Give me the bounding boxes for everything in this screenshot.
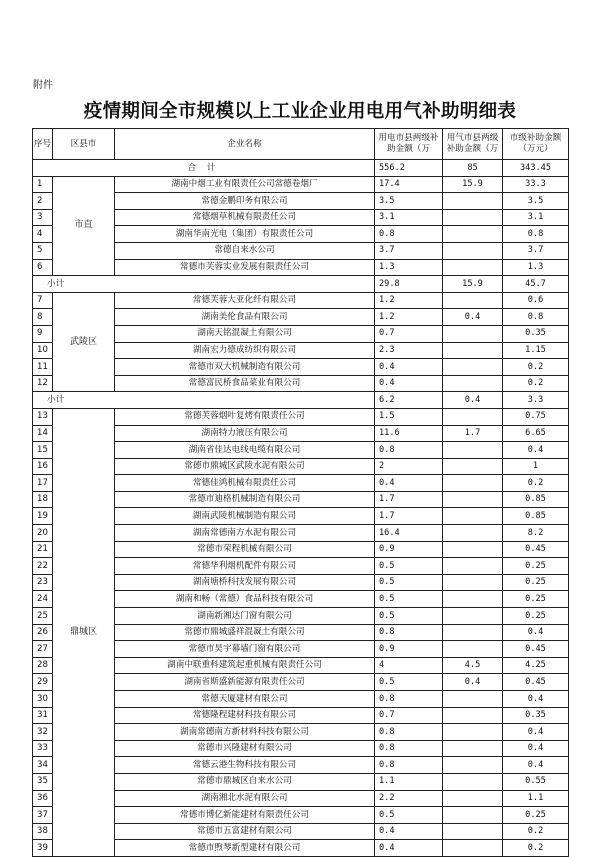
gas-amount	[443, 325, 503, 342]
gas-amount	[443, 292, 503, 309]
subtotal-row	[33, 276, 569, 293]
total-elec: 556.2	[375, 160, 443, 177]
city-amount: 0.2	[503, 375, 569, 392]
company-name: 湖南天铭混凝土有限公司	[115, 325, 375, 342]
gas-amount	[443, 740, 503, 757]
company-name: 常德芙蓉大亚化纤有限公司	[115, 292, 375, 309]
row-number: 35	[33, 773, 53, 790]
company-name: 常德富民桥食品菜业有限公司	[115, 375, 375, 392]
city-amount: 0.2	[503, 359, 569, 376]
gas-amount	[443, 757, 503, 774]
elec-amount: 0.4	[375, 375, 443, 392]
city-amount: 3.1	[503, 209, 569, 226]
elec-amount: 11.6	[375, 425, 443, 442]
elec-amount: 1.2	[375, 309, 443, 326]
elec-amount: 0.8	[375, 740, 443, 757]
row-number: 4	[33, 226, 53, 243]
row-number: 17	[33, 475, 53, 492]
row-number: 29	[33, 674, 53, 691]
total-label: 合 计	[33, 160, 375, 177]
elec-amount: 0.7	[375, 325, 443, 342]
row-number: 20	[33, 525, 53, 542]
city-amount: 33.3	[503, 176, 569, 193]
table-row	[33, 408, 569, 425]
row-number: 21	[33, 541, 53, 558]
city-amount: 0.45	[503, 674, 569, 691]
elec-amount: 0.8	[375, 691, 443, 708]
district-cell: 鼎城区	[53, 408, 115, 856]
header-no: 序号	[33, 129, 53, 160]
elec-amount: 0.9	[375, 541, 443, 558]
company-name: 常德市博亿新能建材有限责任公司	[115, 807, 375, 824]
gas-amount	[443, 242, 503, 259]
elec-amount: 0.4	[375, 840, 443, 857]
gas-amount: 0.4	[443, 309, 503, 326]
row-number: 23	[33, 574, 53, 591]
gas-amount	[443, 574, 503, 591]
company-name: 常德市煦琴新型建材有限公司	[115, 840, 375, 857]
elec-amount: 1.3	[375, 259, 443, 276]
elec-amount: 0.9	[375, 641, 443, 658]
city-amount: 0.2	[503, 475, 569, 492]
company-name: 湖南和畅（常德）食品科技有限公司	[115, 591, 375, 608]
company-name: 湖南省斯盛新能源有限责任公司	[115, 674, 375, 691]
gas-amount	[443, 408, 503, 425]
row-number: 32	[33, 724, 53, 741]
company-name: 湖南常德南方新材料科技有限公司	[115, 724, 375, 741]
company-name: 常德市昊宇幕墙门窗有限公司	[115, 641, 375, 658]
elec-amount: 0.5	[375, 608, 443, 625]
city-amount: 0.6	[503, 292, 569, 309]
gas-amount	[443, 375, 503, 392]
company-name: 常德市双大机械制造有限公司	[115, 359, 375, 376]
elec-amount: 1.1	[375, 773, 443, 790]
city-amount: 8.2	[503, 525, 569, 542]
row-number: 31	[33, 707, 53, 724]
row-number: 16	[33, 458, 53, 475]
row-number: 19	[33, 508, 53, 525]
city-amount: 0.4	[503, 691, 569, 708]
row-number: 33	[33, 740, 53, 757]
city-amount: 0.4	[503, 740, 569, 757]
company-name: 常德佳鸿机械有限责任公司	[115, 475, 375, 492]
company-name: 湖南华南光电（集团）有限责任公司	[115, 226, 375, 243]
row-number: 13	[33, 408, 53, 425]
gas-amount	[443, 475, 503, 492]
elec-amount: 0.8	[375, 226, 443, 243]
company-name: 常德市芙蓉实业发展有限责任公司	[115, 259, 375, 276]
elec-amount: 1.7	[375, 491, 443, 508]
table-row	[33, 176, 569, 193]
city-amount: 4.25	[503, 657, 569, 674]
company-name: 常德市荣程机械有限公司	[115, 541, 375, 558]
city-amount: 0.2	[503, 840, 569, 857]
elec-amount: 0.8	[375, 757, 443, 774]
subtotal-city: 3.3	[503, 392, 569, 409]
elec-amount: 0.4	[375, 475, 443, 492]
city-amount: 3.5	[503, 193, 569, 210]
row-number: 26	[33, 624, 53, 641]
header-district: 区县市	[53, 129, 115, 160]
total-row	[33, 160, 569, 177]
subtotal-city: 45.7	[503, 276, 569, 293]
gas-amount	[443, 591, 503, 608]
company-name: 常德云港生物科技有限公司	[115, 757, 375, 774]
city-amount: 0.45	[503, 541, 569, 558]
subtotal-elec: 29.8	[375, 276, 443, 293]
company-name: 常德烟草机械有限责任公司	[115, 209, 375, 226]
elec-amount: 3.1	[375, 209, 443, 226]
elec-amount: 2.2	[375, 790, 443, 807]
gas-amount: 4.5	[443, 657, 503, 674]
subtotal-gas: 15.9	[443, 276, 503, 293]
company-name: 湖南宏力德成纺织有限公司	[115, 342, 375, 359]
city-amount: 3.7	[503, 242, 569, 259]
gas-amount	[443, 691, 503, 708]
header-gas: 用气市县两级补助金额（万	[443, 129, 503, 160]
gas-amount	[443, 823, 503, 840]
row-number: 37	[33, 807, 53, 824]
row-number: 8	[33, 309, 53, 326]
company-name: 常德市兴隆建材有限公司	[115, 740, 375, 757]
gas-amount	[443, 790, 503, 807]
company-name: 湖南新湘达门窗有限公司	[115, 608, 375, 625]
elec-amount: 0.5	[375, 558, 443, 575]
city-amount: 0.25	[503, 574, 569, 591]
district-cell: 市直	[53, 176, 115, 276]
gas-amount	[443, 707, 503, 724]
gas-amount	[443, 508, 503, 525]
elec-amount: 0.5	[375, 807, 443, 824]
city-amount: 0.55	[503, 773, 569, 790]
city-amount: 0.35	[503, 325, 569, 342]
row-number: 24	[33, 591, 53, 608]
row-number: 36	[33, 790, 53, 807]
city-amount: 0.85	[503, 491, 569, 508]
gas-amount	[443, 608, 503, 625]
gas-amount	[443, 259, 503, 276]
row-number: 18	[33, 491, 53, 508]
header-elec: 用电市县两级补助金额（万	[375, 129, 443, 160]
elec-amount: 0.4	[375, 823, 443, 840]
subtotal-elec: 6.2	[375, 392, 443, 409]
city-amount: 0.8	[503, 309, 569, 326]
gas-amount	[443, 807, 503, 824]
gas-amount	[443, 724, 503, 741]
city-amount: 0.25	[503, 558, 569, 575]
elec-amount: 4	[375, 657, 443, 674]
gas-amount	[443, 209, 503, 226]
company-name: 湖南湘北水泥有限公司	[115, 790, 375, 807]
company-name: 常德隆程建材科技有限公司	[115, 707, 375, 724]
elec-amount: 0.8	[375, 724, 443, 741]
row-number: 27	[33, 641, 53, 658]
page-title: 疫情期间全市规模以上工业企业用电用气补助明细表	[83, 101, 517, 122]
gas-amount	[443, 359, 503, 376]
elec-amount: 0.8	[375, 442, 443, 459]
city-amount: 0.25	[503, 591, 569, 608]
city-amount: 0.45	[503, 641, 569, 658]
company-name: 常德市鼎城区自来水公司	[115, 773, 375, 790]
elec-amount: 1.7	[375, 508, 443, 525]
company-name: 湖南中联重科建筑起重机械有限责任公司	[115, 657, 375, 674]
elec-amount: 0.7	[375, 707, 443, 724]
row-number: 14	[33, 425, 53, 442]
company-name: 常德自来水公司	[115, 242, 375, 259]
district-cell: 武陵区	[53, 292, 115, 392]
row-number: 11	[33, 359, 53, 376]
total-gas: 85	[443, 160, 503, 177]
company-name: 湖南塘桥科技发展有限公司	[115, 574, 375, 591]
city-amount: 6.65	[503, 425, 569, 442]
elec-amount: 3.5	[375, 193, 443, 210]
row-number: 22	[33, 558, 53, 575]
gas-amount: 1.7	[443, 425, 503, 442]
city-amount: 0.85	[503, 508, 569, 525]
total-city: 343.45	[503, 160, 569, 177]
row-number: 39	[33, 840, 53, 857]
company-name: 湖南武陵机械制造有限公司	[115, 508, 375, 525]
gas-amount	[443, 558, 503, 575]
city-amount: 1	[503, 458, 569, 475]
row-number: 1	[33, 176, 53, 193]
city-amount: 0.4	[503, 757, 569, 774]
subsidy-table	[32, 128, 569, 857]
elec-amount: 3.7	[375, 242, 443, 259]
row-number: 15	[33, 442, 53, 459]
city-amount: 0.4	[503, 724, 569, 741]
row-number: 6	[33, 259, 53, 276]
elec-amount: 17.4	[375, 176, 443, 193]
gas-amount	[443, 840, 503, 857]
company-name: 湖南省佳达电线电缆有限公司	[115, 442, 375, 459]
gas-amount: 0.4	[443, 674, 503, 691]
elec-amount: 0.5	[375, 674, 443, 691]
row-number: 34	[33, 757, 53, 774]
city-amount: 0.25	[503, 807, 569, 824]
gas-amount	[443, 624, 503, 641]
row-number: 28	[33, 657, 53, 674]
company-name: 常德芙蓉烟叶复烤有限责任公司	[115, 408, 375, 425]
subtotal-label: 小计	[33, 392, 375, 409]
company-name: 常德市迪格机械制造有限公司	[115, 491, 375, 508]
row-number: 9	[33, 325, 53, 342]
elec-amount: 0.4	[375, 359, 443, 376]
company-name: 湖南美伦食品有限公司	[115, 309, 375, 326]
gas-amount	[443, 193, 503, 210]
gas-amount	[443, 458, 503, 475]
elec-amount: 1.5	[375, 408, 443, 425]
company-name: 常德天厦建材有限公司	[115, 691, 375, 708]
city-amount: 0.75	[503, 408, 569, 425]
gas-amount	[443, 641, 503, 658]
gas-amount	[443, 342, 503, 359]
subtotal-row	[33, 392, 569, 409]
elec-amount: 2.3	[375, 342, 443, 359]
company-name: 常德市鼎城盛祥混凝土有限公司	[115, 624, 375, 641]
table-header-row	[33, 129, 569, 160]
company-name: 湖南特力液压有限公司	[115, 425, 375, 442]
elec-amount: 16.4	[375, 525, 443, 542]
company-name: 常德华利烟机配件有限公司	[115, 558, 375, 575]
city-amount: 0.2	[503, 823, 569, 840]
subtotal-label: 小计	[33, 276, 375, 293]
city-amount: 0.25	[503, 608, 569, 625]
city-amount: 0.4	[503, 442, 569, 459]
gas-amount	[443, 226, 503, 243]
row-number: 38	[33, 823, 53, 840]
elec-amount: 0.8	[375, 624, 443, 641]
city-amount: 1.3	[503, 259, 569, 276]
row-number: 5	[33, 242, 53, 259]
company-name: 常德市鼎城区武陵水泥有限公司	[115, 458, 375, 475]
gas-amount	[443, 525, 503, 542]
header-company: 企业名称	[115, 129, 375, 160]
gas-amount	[443, 773, 503, 790]
city-amount: 1.15	[503, 342, 569, 359]
elec-amount: 0.5	[375, 591, 443, 608]
city-amount: 1.1	[503, 790, 569, 807]
gas-amount	[443, 541, 503, 558]
table-row	[33, 292, 569, 309]
row-number: 2	[33, 193, 53, 210]
table-body	[33, 160, 569, 857]
gas-amount	[443, 442, 503, 459]
appendix-label: 附件	[33, 80, 53, 91]
header-city: 市级补助金额（万元）	[503, 129, 569, 160]
company-name: 湖南常德南方水泥有限公司	[115, 525, 375, 542]
elec-amount: 0.5	[375, 574, 443, 591]
subtotal-gas: 0.4	[443, 392, 503, 409]
row-number: 7	[33, 292, 53, 309]
row-number: 25	[33, 608, 53, 625]
row-number: 3	[33, 209, 53, 226]
company-name: 常德市五富建材有限公司	[115, 823, 375, 840]
company-name: 常德金鹏印务有限公司	[115, 193, 375, 210]
gas-amount	[443, 491, 503, 508]
city-amount: 0.35	[503, 707, 569, 724]
row-number: 10	[33, 342, 53, 359]
row-number: 12	[33, 375, 53, 392]
gas-amount: 15.9	[443, 176, 503, 193]
city-amount: 0.4	[503, 624, 569, 641]
elec-amount: 1.2	[375, 292, 443, 309]
row-number: 30	[33, 691, 53, 708]
elec-amount: 2	[375, 458, 443, 475]
city-amount: 0.8	[503, 226, 569, 243]
company-name: 湖南中烟工业有限责任公司常德卷烟厂	[115, 176, 375, 193]
